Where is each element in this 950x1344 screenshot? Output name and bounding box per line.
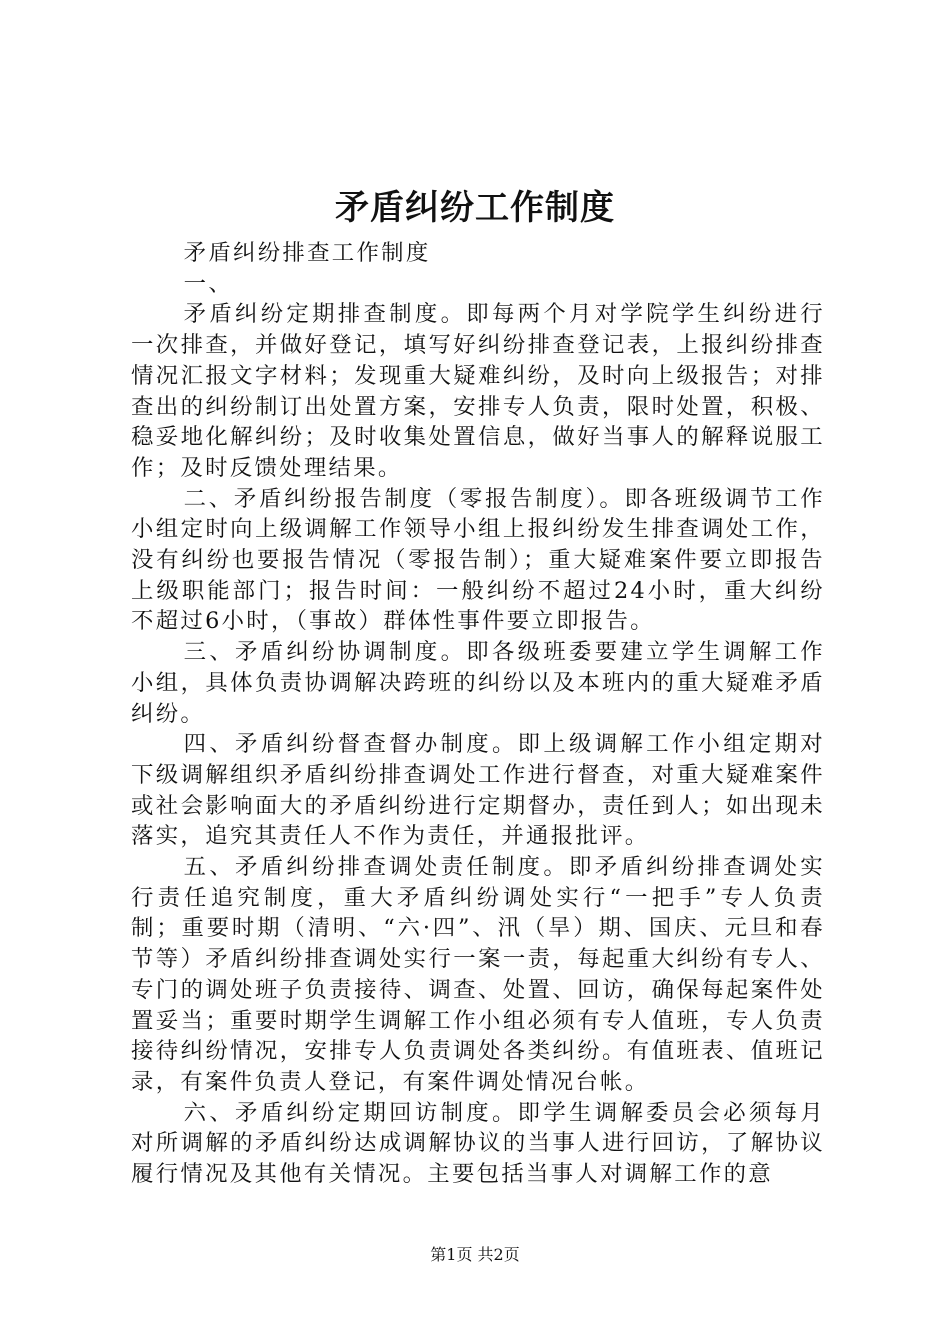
paragraph-coordination: 三、矛盾纠纷协调制度。即各级班委要建立学生调解工作小组，具体负责协调解决跨班的纠纷以及本班内的重大疑难矛盾纠纷。: [131, 639, 825, 727]
document-title: 矛盾纠纷工作制度: [335, 188, 615, 228]
paragraph-follow-up: 六、矛盾纠纷定期回访制度。即学生调解委员会必须每月对所调解的矛盾纠纷达成调解协议的当事人进行回访，了解协议履行情况及其他有关情况。主要包括当事人对调解工作的意: [131, 1099, 825, 1188]
paragraph-section-number: 一、: [183, 270, 234, 297]
paragraph-responsibility: 五、矛盾纠纷排查调处责任制度。即矛盾纠纷排查调处实行责任追究制度，重大矛盾纠纷调处实行“一把手”专人负责制；重要时期（清明、“六·四”、汛（旱）期、国庆、元旦和春节等）矛盾纠纷排查调处实行一案一责，每起重大纠纷有专人、专门的调处班子负责接待、调查、处置、回访，确保每起案件处置妥当；重要时期学生调解工作小组必须有专人值班，专人负责接待纠纷情况，安排专人负责调处各类纠纷。有值班表、值班记录，有案件负责人登记，有案件调处情况台帐。: [131, 854, 825, 1095]
paragraph-reporting: 二、矛盾纠纷报告制度（零报告制度）。即各班级调节工作小组定时向上级调解工作领导小组上报纠纷发生排查调处工作，没有纠纷也要报告情况（零报告制）；重大疑难案件要立即报告上级职能部门；报告时间：一般纠纷不超过24小时，重大纠纷不超过6小时，（事故）群体性事件要立即报告。: [131, 485, 825, 635]
paragraph-subtitle: 矛盾纠纷排查工作制度: [183, 240, 431, 266]
paragraph-periodic-screening: 矛盾纠纷定期排查制度。即每两个月对学院学生纠纷进行一次排查，并做好登记，填写好纠纷排查登记表，上报纠纷排查情况汇报文字材料；发现重大疑难纠纷，及时向上级报告；对排查出的纠纷制订出处置方案，安排专人负责，限时处置，积极、稳妥地化解纠纷；及时收集处置信息，做好当事人的解释说服工作；及时反馈处理结果。: [131, 301, 825, 481]
paragraph-supervision: 四、矛盾纠纷督查督办制度。即上级调解工作小组定期对下级调解组织矛盾纠纷排查调处工作进行督查，对重大疑难案件或社会影响面大的矛盾纠纷进行定期督办，责任到人；如出现未落实，追究其责任人不作为责任，并通报批评。: [131, 731, 825, 850]
document-body: [131, 238, 825, 1190]
page-footer: 第1页 共2页: [430, 1245, 520, 1264]
